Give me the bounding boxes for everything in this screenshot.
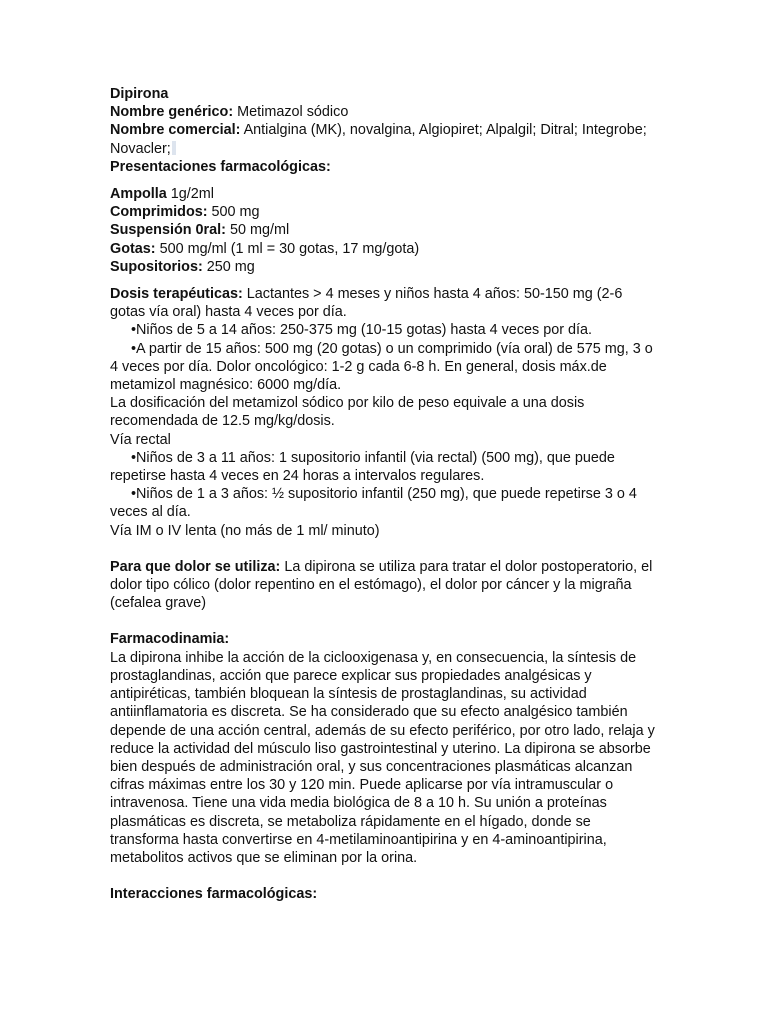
presentation-label: Comprimidos: bbox=[110, 204, 208, 221]
document-body bbox=[110, 85, 660, 903]
presentation-value: 500 mg bbox=[207, 204, 260, 221]
presentation-value: 250 mg bbox=[202, 258, 255, 275]
dosis-intro-paragraph bbox=[110, 285, 660, 321]
presentation-item bbox=[110, 240, 660, 258]
generic-name-value: Metimazol sódico bbox=[233, 104, 349, 121]
presentation-label: Supositorios: bbox=[110, 258, 203, 275]
dosis-bullet: •Niños de 5 a 14 años: 250-375 mg (10-15 gotas) hasta 4 veces por día. bbox=[131, 322, 593, 339]
uso-text: La dipirona se utiliza para tratar el dolor postoperatorio, el dolor tipo cólico (dolor repentino en el estómago), el dolor por cáncer y la migraña (cefalea grave) bbox=[110, 558, 653, 612]
presentation-item bbox=[110, 221, 660, 239]
presentation-label: Ampolla bbox=[110, 186, 167, 203]
text-cursor bbox=[172, 141, 176, 155]
spacer bbox=[110, 540, 660, 558]
farmacodinamia-heading: Farmacodinamia: bbox=[110, 631, 230, 648]
dosis-bullet: •A partir de 15 años: 500 mg (20 gotas) o un comprimido (vía oral) de 575 mg, 3 o 4 veces por día. Dolor oncológico: 1-2 g cada 6-8 h. En general, dosis máx.de metamizol magnésico: 6000 mg/día. bbox=[110, 340, 653, 394]
spacer bbox=[110, 276, 660, 285]
dosis-bullet: •Niños de 1 a 3 años: ½ supositorio infantil (250 mg), que puede repetirse 3 o 4 veces al día. bbox=[110, 486, 637, 521]
via-im-line: Vía IM o IV lenta (no más de 1 ml/ minuto) bbox=[110, 522, 380, 539]
dosis-label: Dosis terapéuticas: bbox=[110, 286, 243, 303]
commercial-name-value: Antialgina (MK), novalgina, Algiopiret; Alpalgil; Ditral; Integrobe; Novacler; bbox=[110, 122, 647, 157]
generic-name-line bbox=[110, 103, 660, 121]
presentation-item bbox=[110, 185, 660, 203]
farmacodinamia-paragraph: La dipirona inhibe la acción de la ciclooxigenasa y, en consecuencia, la síntesis de prostaglandinas, acción que parece explicar sus propiedades analgésicas y antipiréticas, también bloquean la síntesis de prostaglandinas, su actividad antiinflamatoria es discreta. Se ha considerado que su efecto analgésico también depende de una acción central, además de su efecto periférico, por otro lado, relaja y reduce la actividad del músculo liso gastrointestinal y uterino. La dipirona se absorbe bien después de administración oral, y sus concentraciones plasmáticas alcanzan cifras máximas entre los 30 y 120 min. Puede aplicarse por vía intramuscular o intravenosa. Tiene una vida media biológica de 8 a 10 h. Su unión a proteínas plasmáticas es discreta, se metaboliza rápidamente en el hígado, donde se transforma hasta convertirse en 4-metilaminoantipirina y en 4-aminoantipirina, metabolitos activos que se eliminan por la orina. bbox=[110, 649, 655, 866]
commercial-name-line bbox=[110, 121, 660, 157]
via-rectal-line: Vía rectal bbox=[110, 431, 171, 448]
presentation-label: Suspensión 0ral: bbox=[110, 222, 226, 239]
presentation-value: 50 mg/ml bbox=[225, 222, 290, 239]
presentation-item bbox=[110, 258, 660, 276]
presentation-value: 500 mg/ml (1 ml = 30 gotas, 17 mg/gota) bbox=[155, 240, 420, 257]
presentation-item bbox=[110, 203, 660, 221]
dosis-bullet: •Niños de 3 a 11 años: 1 supositorio infantil (via rectal) (500 mg), que puede repetirse hasta 4 veces en 24 horas a intervalos regulares. bbox=[110, 449, 615, 485]
generic-name-label: Nombre genérico: bbox=[110, 104, 234, 121]
presentations-heading: Presentaciones farmacológicas: bbox=[110, 158, 331, 175]
spacer bbox=[110, 867, 660, 885]
presentation-label: Gotas: bbox=[110, 240, 156, 257]
uso-label: Para que dolor se utiliza: bbox=[110, 558, 281, 575]
uso-paragraph bbox=[110, 558, 660, 613]
spacer bbox=[110, 176, 660, 185]
document-title: Dipirona bbox=[110, 86, 169, 102]
dosificacion-paragraph: La dosificación del metamizol sódico por kilo de peso equivale a una dosis recomendada de 12.5 mg/kg/dosis. bbox=[110, 395, 585, 430]
spacer bbox=[110, 612, 660, 630]
interacciones-heading: Interacciones farmacológicas: bbox=[110, 886, 318, 903]
presentation-value: 1g/2ml bbox=[166, 186, 214, 203]
commercial-name-label: Nombre comercial: bbox=[110, 122, 241, 139]
dosis-intro-text: Lactantes > 4 meses y niños hasta 4 años: 50-150 mg (2-6 gotas vía oral) hasta 4 veces por día. bbox=[110, 286, 623, 321]
